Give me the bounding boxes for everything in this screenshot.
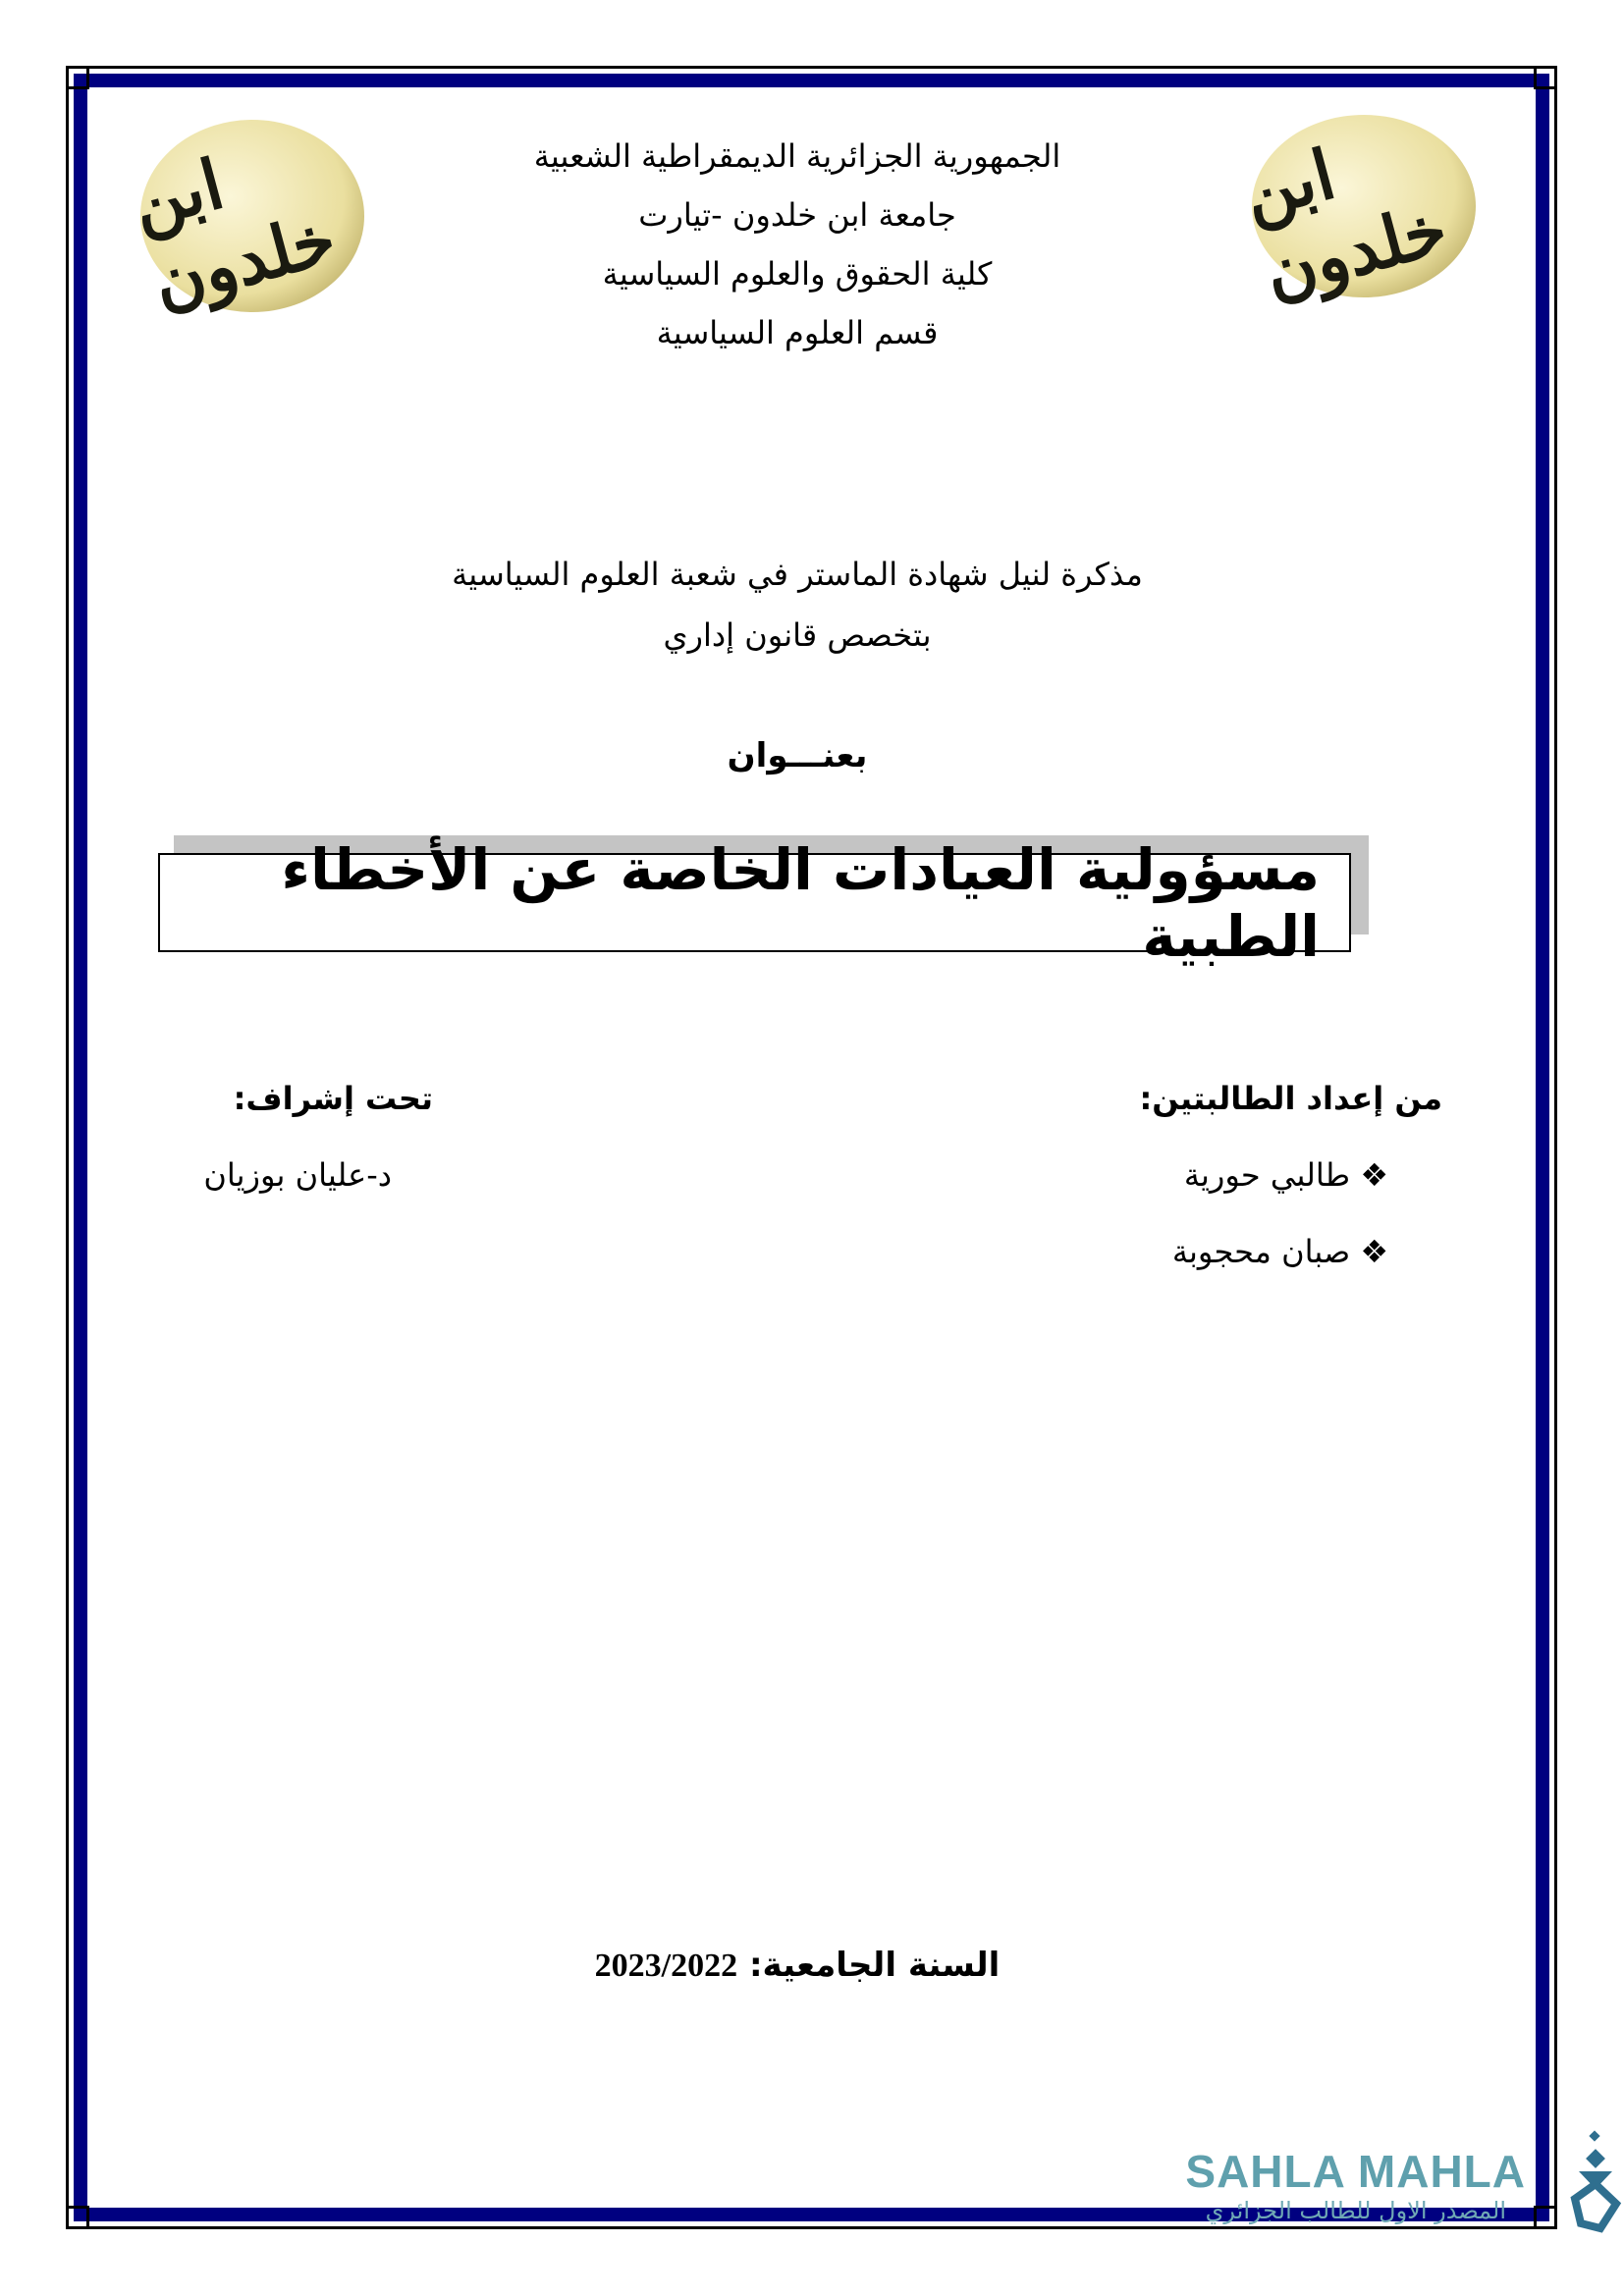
border-corner [66,66,89,89]
thesis-title-text: مسؤولية العيادات الخاصة عن الأخطاء الطبية [281,835,1320,970]
student-item [1172,1233,1388,1270]
watermark-brand: SAHLA MAHLA [1185,2146,1526,2197]
header-university: جامعة ابن خلدون -تيارت [638,196,956,234]
supervisor-name: د-عليان بوزيان [203,1156,392,1194]
watermark-tagline: المصدر الاول للطالب الجزائري [1205,2197,1506,2224]
thesis-degree: مذكرة لنيل شهادة الماستر في شعبة العلوم السياسية [452,556,1143,593]
border-corner [66,2206,89,2229]
bullet-icon: ❖ [1360,1156,1388,1194]
supervisor-heading: تحت إشراف: [233,1080,433,1117]
institution-header [0,137,1595,373]
academic-year-value: 2023/2022 [594,1948,738,1984]
header-department: قسم العلوم السياسية [656,314,939,351]
border-corner [1534,66,1557,89]
watermark-logo-icon [1571,2130,1620,2238]
page-border-blue [74,74,1549,2221]
student-name: صبان محجوبة [1171,1233,1351,1270]
bullet-icon: ❖ [1360,1233,1388,1270]
university-seal-right: ابن خلدون [1252,115,1476,297]
academic-year-label: السنة الجامعية: [748,1946,1001,1985]
student-item [1184,1156,1388,1194]
academic-year [0,1946,1595,1985]
thesis-title [158,835,1351,970]
university-seal-left: ابن خلدون [140,120,364,312]
header-country: الجمهورية الجزائرية الديمقراطية الشعبية [533,137,1061,175]
subject-label: بعنـــوان [727,736,868,775]
header-faculty: كلية الحقوق والعلوم السياسية [602,255,993,293]
thesis-specialty: بتخصص قانون إداري [663,616,932,654]
students-heading: من إعداد الطالبتين: [1139,1080,1442,1117]
student-name: طالبي حورية [1183,1156,1351,1194]
border-corner [1534,2206,1557,2229]
